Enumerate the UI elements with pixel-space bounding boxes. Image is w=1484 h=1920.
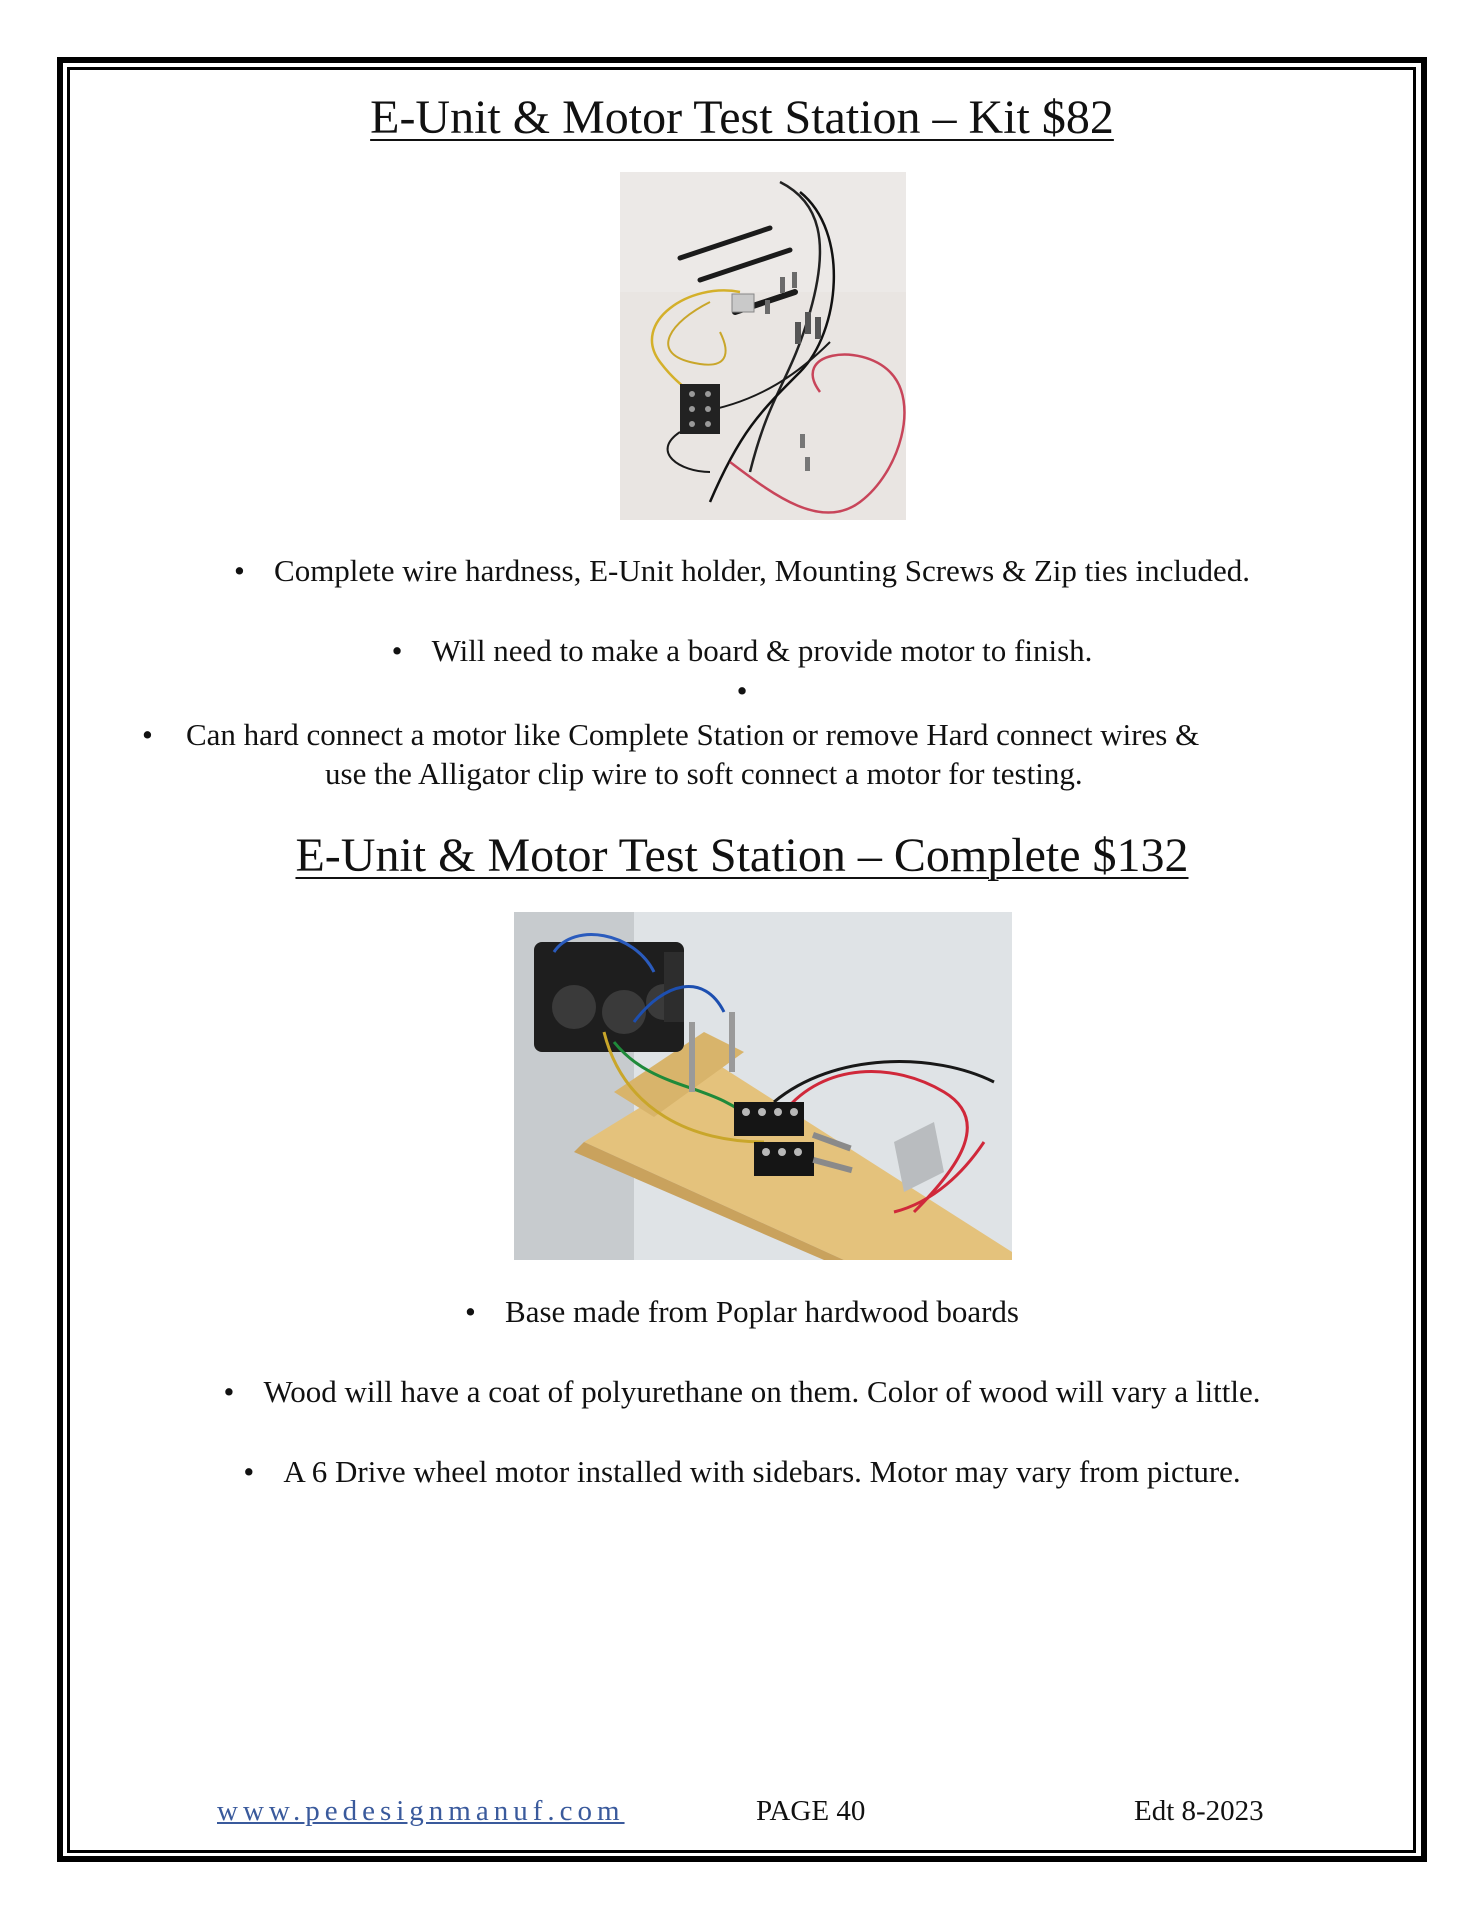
kit-wire-harness-photo [620, 172, 906, 520]
kit-bullet-2: • Will need to make a board & provide motor to finish. [0, 631, 1484, 671]
kit-bullet-3: • Can hard connect a motor like Complete Station or remove Hard connect wires & [142, 715, 1199, 755]
complete-station-photo [514, 912, 1012, 1260]
bullet-icon: • [465, 1294, 476, 1329]
footer-edition: Edt 8-2023 [1134, 1795, 1264, 1827]
kit-title: E-Unit & Motor Test Station – Kit $82 [370, 91, 1114, 144]
footer-page-number: PAGE 40 [756, 1795, 866, 1827]
kit-bullet-3-continued: use the Alligator clip wire to soft connect a motor for testing. [325, 756, 1083, 791]
complete-bullet-1: • Base made from Poplar hardwood boards [0, 1292, 1484, 1332]
complete-bullet-2: • Wood will have a coat of polyurethane on them. Color of wood will vary a little. [0, 1372, 1484, 1412]
complete-bullet-3: • A 6 Drive wheel motor installed with sidebars. Motor may vary from picture. [0, 1452, 1484, 1492]
bullet-icon: • [391, 633, 403, 668]
kit-bullet-1: • Complete wire hardness, E-Unit holder, Mounting Screws & Zip ties included. [0, 551, 1484, 591]
footer-website-link[interactable]: www.pedesignmanuf.com [217, 1795, 625, 1827]
bullet-icon: • [142, 717, 153, 752]
bullet-icon: • [223, 1374, 235, 1409]
kit-bullet-empty [0, 671, 1484, 711]
complete-title: E-Unit & Motor Test Station – Complete $132 [295, 829, 1189, 882]
bullet-icon: • [243, 1454, 255, 1489]
bullet-icon: • [736, 673, 748, 708]
bullet-icon: • [234, 553, 245, 588]
